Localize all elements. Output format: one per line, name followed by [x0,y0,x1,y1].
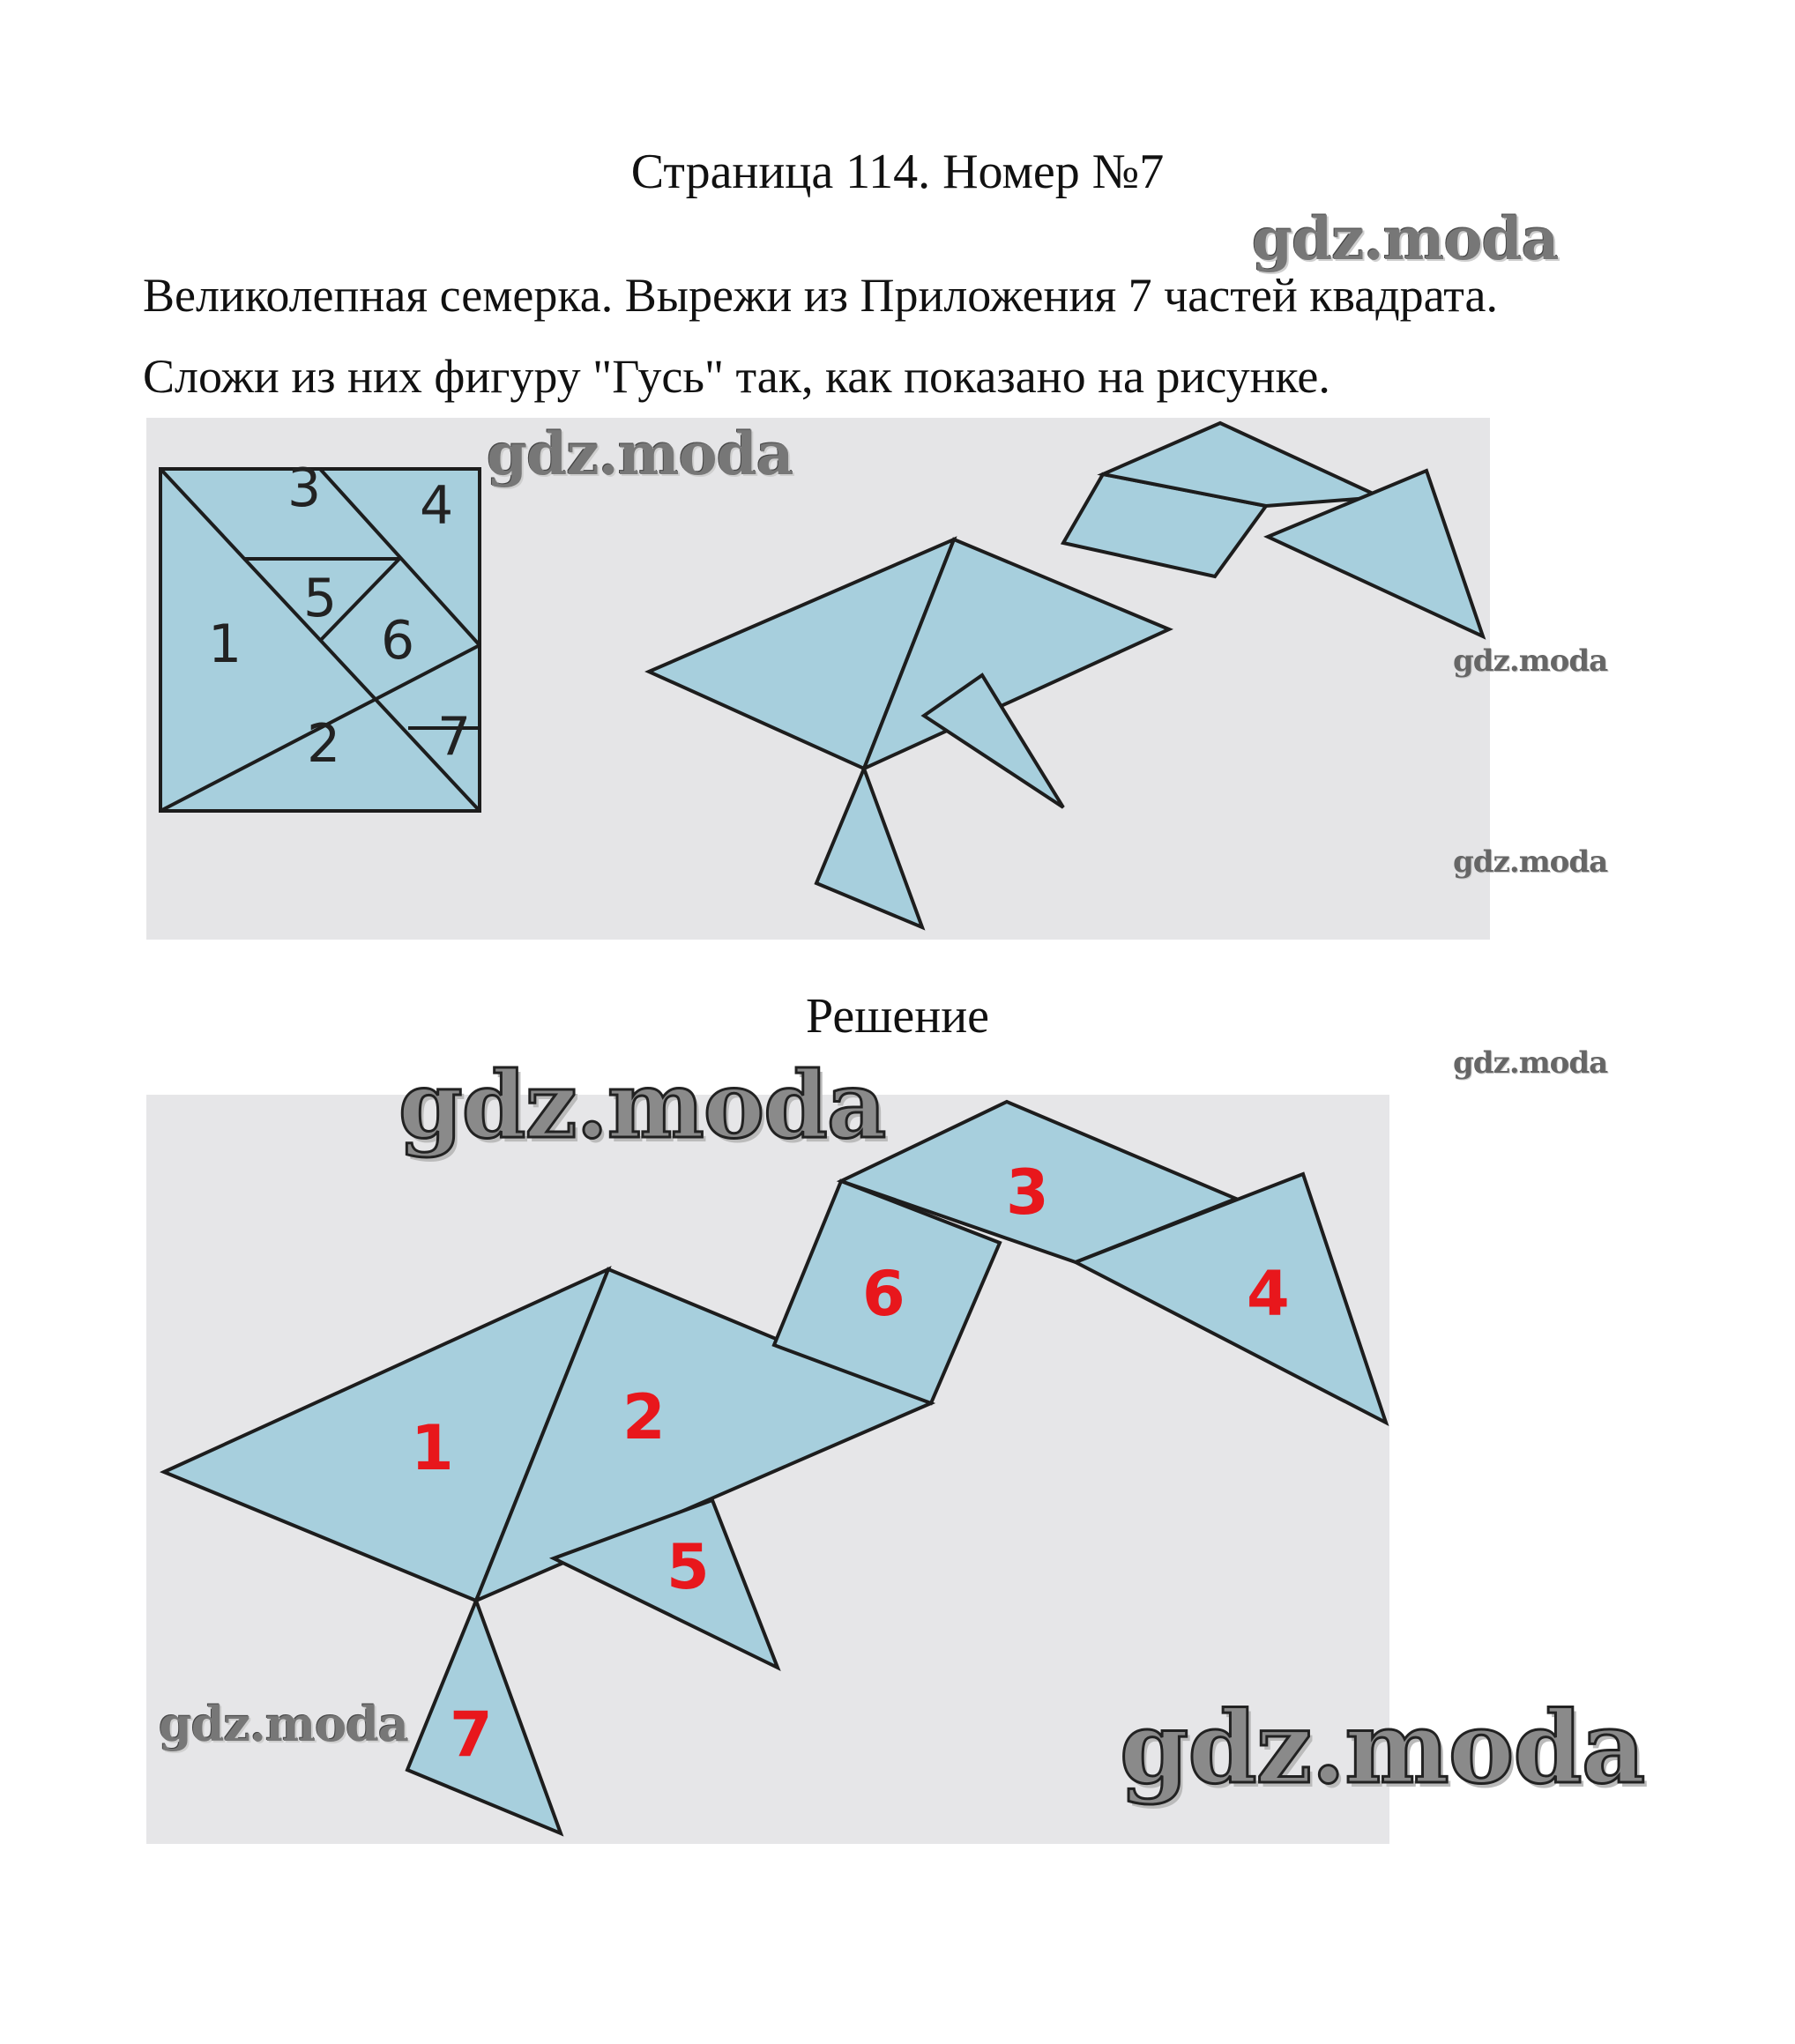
solution-label-1: 1 [411,1412,454,1484]
solution-label-5: 5 [667,1531,710,1603]
square-label-2: 2 [307,713,341,775]
square-label-1: 1 [208,613,242,675]
watermark: gdz.moda [1453,844,1608,880]
task-text-line-1: Великолепная семерка. Вырежи из Приложения 7 частей квадрата. [143,269,1498,322]
solution-title: Решение [805,989,990,1044]
watermark: gdz.moda [1453,1045,1608,1081]
square-label-4: 4 [420,475,454,537]
solution-label-3: 3 [1006,1156,1049,1229]
watermark: gdz.moda [1252,204,1559,273]
task-figure [146,418,1490,940]
watermark: gdz.moda [159,1696,408,1752]
square-label-7: 7 [437,706,472,768]
watermark: gdz.moda [1120,1691,1645,1806]
task-text-line-2: Сложи из них фигуру "Гусь" так, как показано на рисунке. [143,350,1330,403]
solution-label-6: 6 [862,1258,905,1330]
watermark: gdz.moda [1453,643,1608,679]
watermark: gdz.moda [487,420,793,488]
square-label-5: 5 [303,568,338,629]
square-label-3: 3 [287,457,322,519]
solution-label-7: 7 [450,1698,493,1771]
solution-label-2: 2 [622,1381,666,1453]
solution-label-4: 4 [1247,1258,1290,1330]
page-title: Страница 114. Номер №7 [630,145,1165,199]
square-label-6: 6 [381,610,415,672]
watermark: gdz.moda [398,1051,886,1159]
